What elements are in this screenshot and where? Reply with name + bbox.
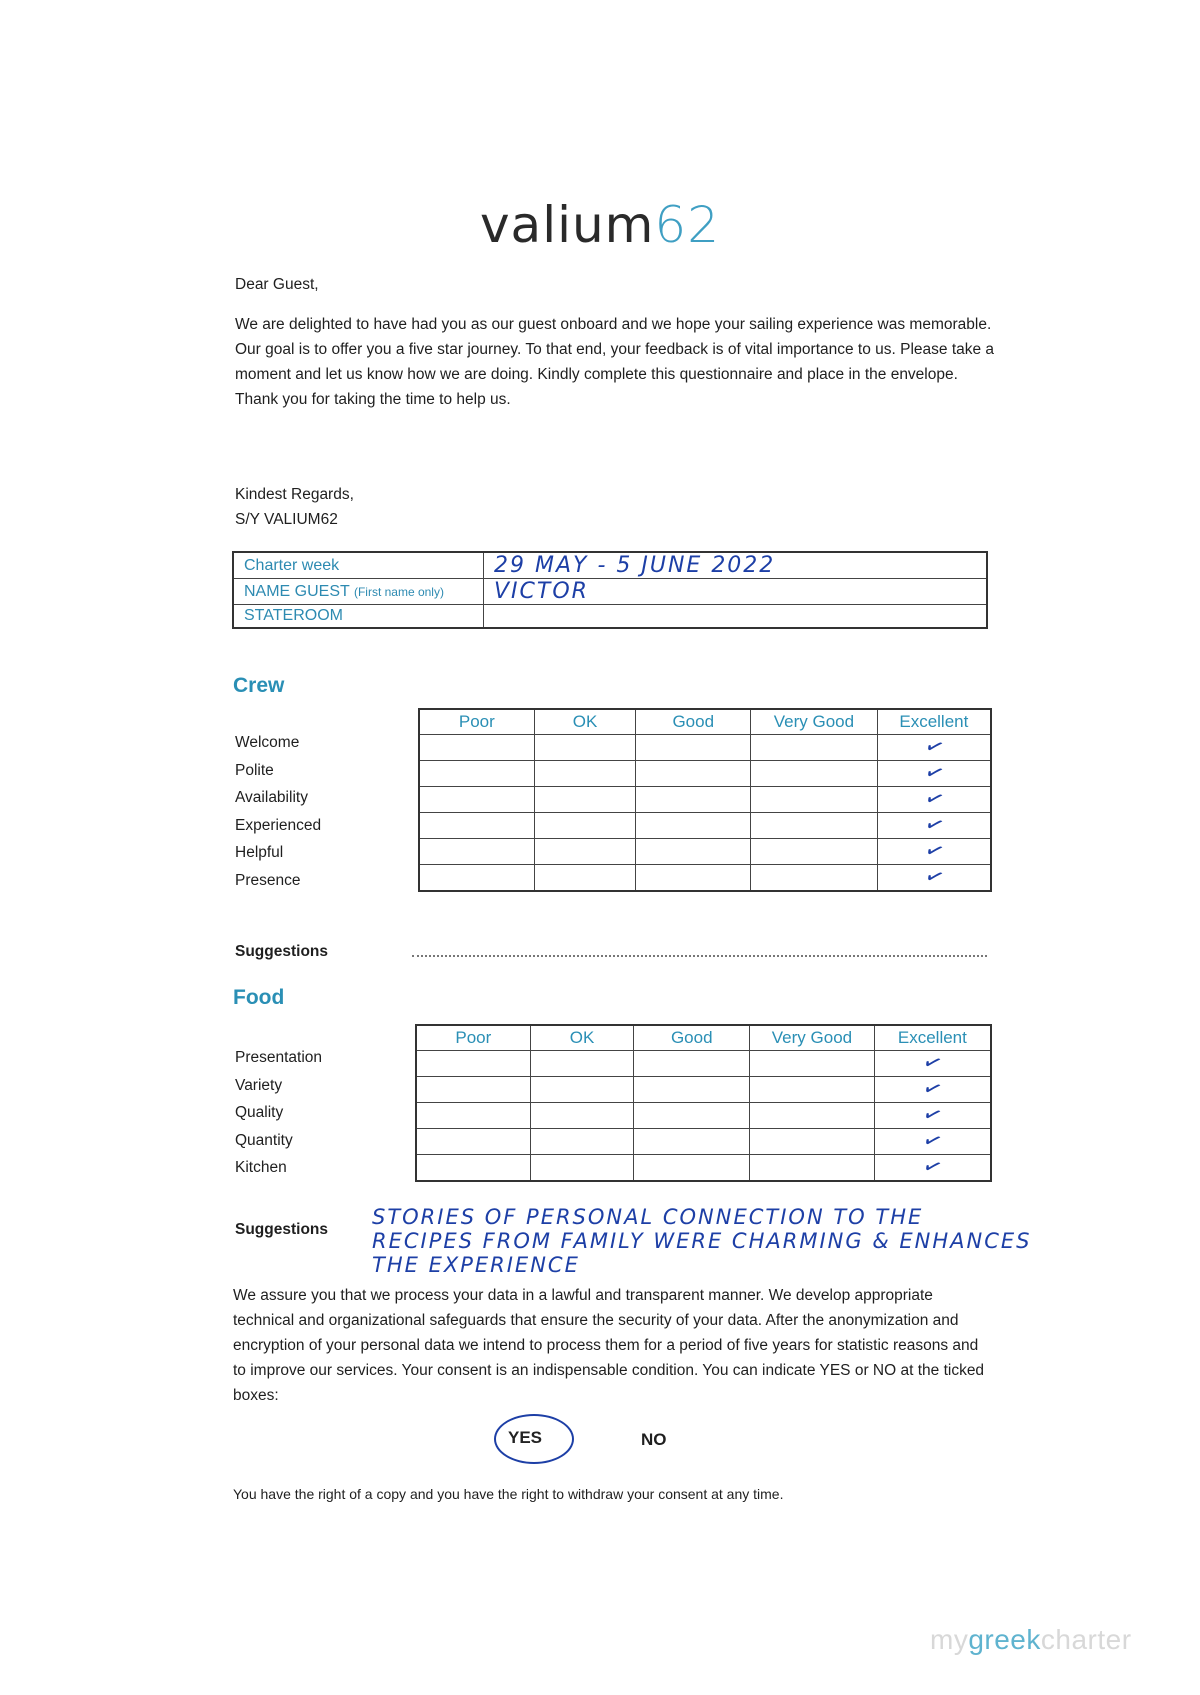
checkmark-icon: ✓	[920, 810, 948, 841]
rating-cell[interactable]	[419, 865, 534, 892]
crew-rating-table	[418, 708, 992, 892]
rating-cell[interactable]	[534, 735, 636, 761]
rating-cell[interactable]	[877, 836, 991, 867]
crew-row-label: Polite	[235, 761, 274, 779]
stateroom-field[interactable]	[484, 605, 988, 629]
checkmark-icon: ✓	[920, 836, 948, 867]
rating-cell[interactable]	[534, 839, 636, 865]
rating-cell[interactable]	[416, 1129, 530, 1155]
checkmark-icon: ✓	[918, 1126, 947, 1157]
charter-week-label: Charter week	[233, 552, 484, 579]
valium62-logo	[0, 196, 1200, 254]
rating-cell[interactable]	[419, 787, 534, 813]
food-row-label: Variety	[235, 1076, 283, 1094]
rating-cell[interactable]	[874, 1074, 991, 1105]
rating-cell[interactable]	[751, 761, 878, 787]
rating-cell[interactable]	[530, 1129, 634, 1155]
rating-cell[interactable]	[530, 1103, 634, 1129]
column-header-very-good: Very Good	[750, 1025, 875, 1051]
letter-paragraph-1: We are delighted to have had you as our guest onboard and we hope your sailing experience was memorable.	[235, 316, 992, 333]
column-header-very-good: Very Good	[751, 709, 878, 735]
rating-cell[interactable]	[534, 787, 636, 813]
name-guest-field[interactable]: VICTOR	[484, 579, 988, 605]
food-row-label: Quantity	[235, 1131, 293, 1149]
column-header-ok: OK	[530, 1025, 634, 1051]
rating-cell[interactable]	[877, 758, 991, 789]
rating-cell[interactable]	[636, 735, 751, 761]
rating-cell[interactable]	[634, 1077, 750, 1103]
table-row	[419, 865, 991, 892]
letter-signature: S/Y VALIUM62	[235, 511, 338, 528]
column-header-excellent: Excellent	[874, 1025, 991, 1051]
table-row	[416, 1051, 991, 1077]
table-row	[416, 1103, 991, 1129]
rating-cell[interactable]	[530, 1155, 634, 1182]
checkmark-icon: ✓	[920, 732, 948, 763]
rating-cell[interactable]	[874, 1048, 991, 1079]
rating-cell[interactable]	[750, 1051, 875, 1077]
letter-greeting: Dear Guest,	[235, 276, 319, 293]
crew-suggestions-field[interactable]	[412, 955, 987, 957]
guest-info-table	[232, 551, 988, 629]
rating-cell[interactable]	[419, 813, 534, 839]
food-row-label: Quality	[235, 1104, 284, 1121]
rating-cell[interactable]	[636, 761, 751, 787]
checkmark-icon: ✓	[918, 1152, 947, 1183]
rating-cell[interactable]	[634, 1051, 750, 1077]
table-row	[416, 1155, 991, 1182]
rating-cell[interactable]	[751, 839, 878, 865]
column-header-poor: Poor	[419, 709, 534, 735]
table-row	[419, 813, 991, 839]
logo-text: valium	[479, 196, 655, 254]
rating-cell[interactable]	[634, 1155, 750, 1182]
rating-cell[interactable]	[636, 787, 751, 813]
rating-cell[interactable]	[416, 1051, 530, 1077]
crew-row-labels	[235, 729, 321, 894]
rating-cell[interactable]	[750, 1103, 875, 1129]
stateroom-label: STATEROOM	[233, 605, 484, 629]
rating-cell[interactable]	[874, 1126, 991, 1157]
food-section-title: Food	[233, 986, 285, 1009]
rating-cell[interactable]	[877, 810, 991, 841]
column-header-ok: OK	[534, 709, 636, 735]
footer-note: You have the right of a copy and you have the right to withdraw your consent at any time.	[233, 1486, 784, 1502]
rating-cell[interactable]	[534, 813, 636, 839]
checkmark-icon: ✓	[920, 784, 948, 815]
rating-cell[interactable]	[874, 1152, 991, 1183]
table-row	[416, 1077, 991, 1103]
crew-row-label: Helpful	[235, 844, 284, 861]
rating-cell[interactable]	[419, 761, 534, 787]
name-guest-label: NAME GUEST (First name only)	[233, 579, 484, 605]
rating-cell[interactable]	[874, 1100, 991, 1131]
consent-text: We assure you that we process your data in a lawful and transparent manner. We develop appropriate technical and organizational safeguards that ensure the security of your data. After the anonymization and encryption of your personal data we intend to process them for a period of five years for statistic reasons and to improve our services. Your consent is an indispensable condition. You can indicate YES or NO at the ticked boxes:	[233, 1287, 985, 1404]
rating-cell[interactable]	[751, 813, 878, 839]
charter-week-field[interactable]: 29 MAY - 5 JUNE 2022	[484, 552, 988, 579]
crew-row-label: Availability	[235, 789, 308, 806]
food-suggestions-label: Suggestions	[235, 1221, 329, 1238]
rating-cell[interactable]	[750, 1129, 875, 1155]
consent-no-option[interactable]: NO	[641, 1430, 667, 1449]
rating-cell[interactable]	[751, 787, 878, 813]
checkmark-icon: ✓	[920, 758, 948, 789]
rating-cell[interactable]	[750, 1155, 875, 1182]
food-suggestions-handwriting[interactable]: STORIES OF PERSONAL CONNECTION TO THE RECIPES FROM FAMILY WERE CHARMING & ENHANCES THE EXPERIENCE	[372, 1205, 1032, 1277]
crew-row-label: Welcome	[235, 734, 300, 751]
crew-row-label: Experienced	[235, 816, 322, 834]
rating-cell[interactable]	[636, 839, 751, 865]
rating-cell[interactable]	[530, 1077, 634, 1103]
food-row-labels	[235, 1044, 322, 1182]
rating-cell[interactable]	[419, 839, 534, 865]
food-rating-table	[415, 1024, 992, 1182]
rating-cell[interactable]	[534, 761, 636, 787]
table-row	[419, 839, 991, 865]
rating-cell[interactable]	[877, 862, 991, 893]
rating-cell[interactable]	[750, 1077, 875, 1103]
rating-cell[interactable]	[636, 865, 751, 892]
column-header-poor: Poor	[416, 1025, 530, 1051]
rating-cell[interactable]	[877, 784, 991, 815]
rating-cell[interactable]	[877, 732, 991, 763]
letter-body	[235, 312, 995, 412]
name-guest-note: (First name only)	[353, 584, 444, 599]
checkmark-icon: ✓	[920, 862, 948, 893]
column-header-good: Good	[634, 1025, 750, 1051]
rating-cell[interactable]	[751, 865, 878, 892]
crew-suggestions-label: Suggestions	[235, 943, 329, 960]
table-row	[419, 761, 991, 787]
rating-cell[interactable]	[634, 1103, 750, 1129]
food-row-label: Kitchen	[235, 1159, 287, 1176]
rating-cell[interactable]	[634, 1129, 750, 1155]
logo-number: 62	[654, 196, 721, 254]
consent-yes-label: YES	[508, 1428, 543, 1447]
table-row	[419, 787, 991, 813]
column-header-good: Good	[636, 709, 751, 735]
checkmark-icon: ✓	[918, 1074, 947, 1105]
rating-cell[interactable]	[419, 735, 534, 761]
watermark: mygreekcharter	[930, 1624, 1132, 1655]
rating-cell[interactable]	[416, 1155, 530, 1182]
crew-section-title: Crew	[233, 674, 285, 697]
letter-signoff: Kindest Regards, S/Y VALIUM62	[235, 482, 995, 532]
consent-yes-option[interactable]	[494, 1414, 574, 1464]
rating-cell[interactable]	[636, 813, 751, 839]
checkmark-icon: ✓	[918, 1100, 947, 1131]
letter-paragraph-3: Thank you for taking the time to help us.	[235, 391, 511, 408]
column-header-excellent: Excellent	[877, 709, 991, 735]
food-row-label: Presentation	[235, 1049, 323, 1066]
rating-cell[interactable]	[534, 865, 636, 892]
rating-cell[interactable]	[530, 1051, 634, 1077]
rating-cell[interactable]	[751, 735, 878, 761]
rating-cell[interactable]	[416, 1103, 530, 1129]
checkmark-icon: ✓	[918, 1048, 947, 1079]
table-row	[416, 1129, 991, 1155]
watermark-brand: greek	[968, 1624, 1041, 1655]
table-row	[419, 735, 991, 761]
letter-paragraph-2: Our goal is to offer you a five star journey. To that end, your feedback is of vital importance to us. Please take a moment and let us know how we are doing. Kindly complete this questionnaire and place in the envelope.	[235, 341, 995, 383]
crew-row-label: Presence	[235, 871, 301, 889]
rating-cell[interactable]	[416, 1077, 530, 1103]
